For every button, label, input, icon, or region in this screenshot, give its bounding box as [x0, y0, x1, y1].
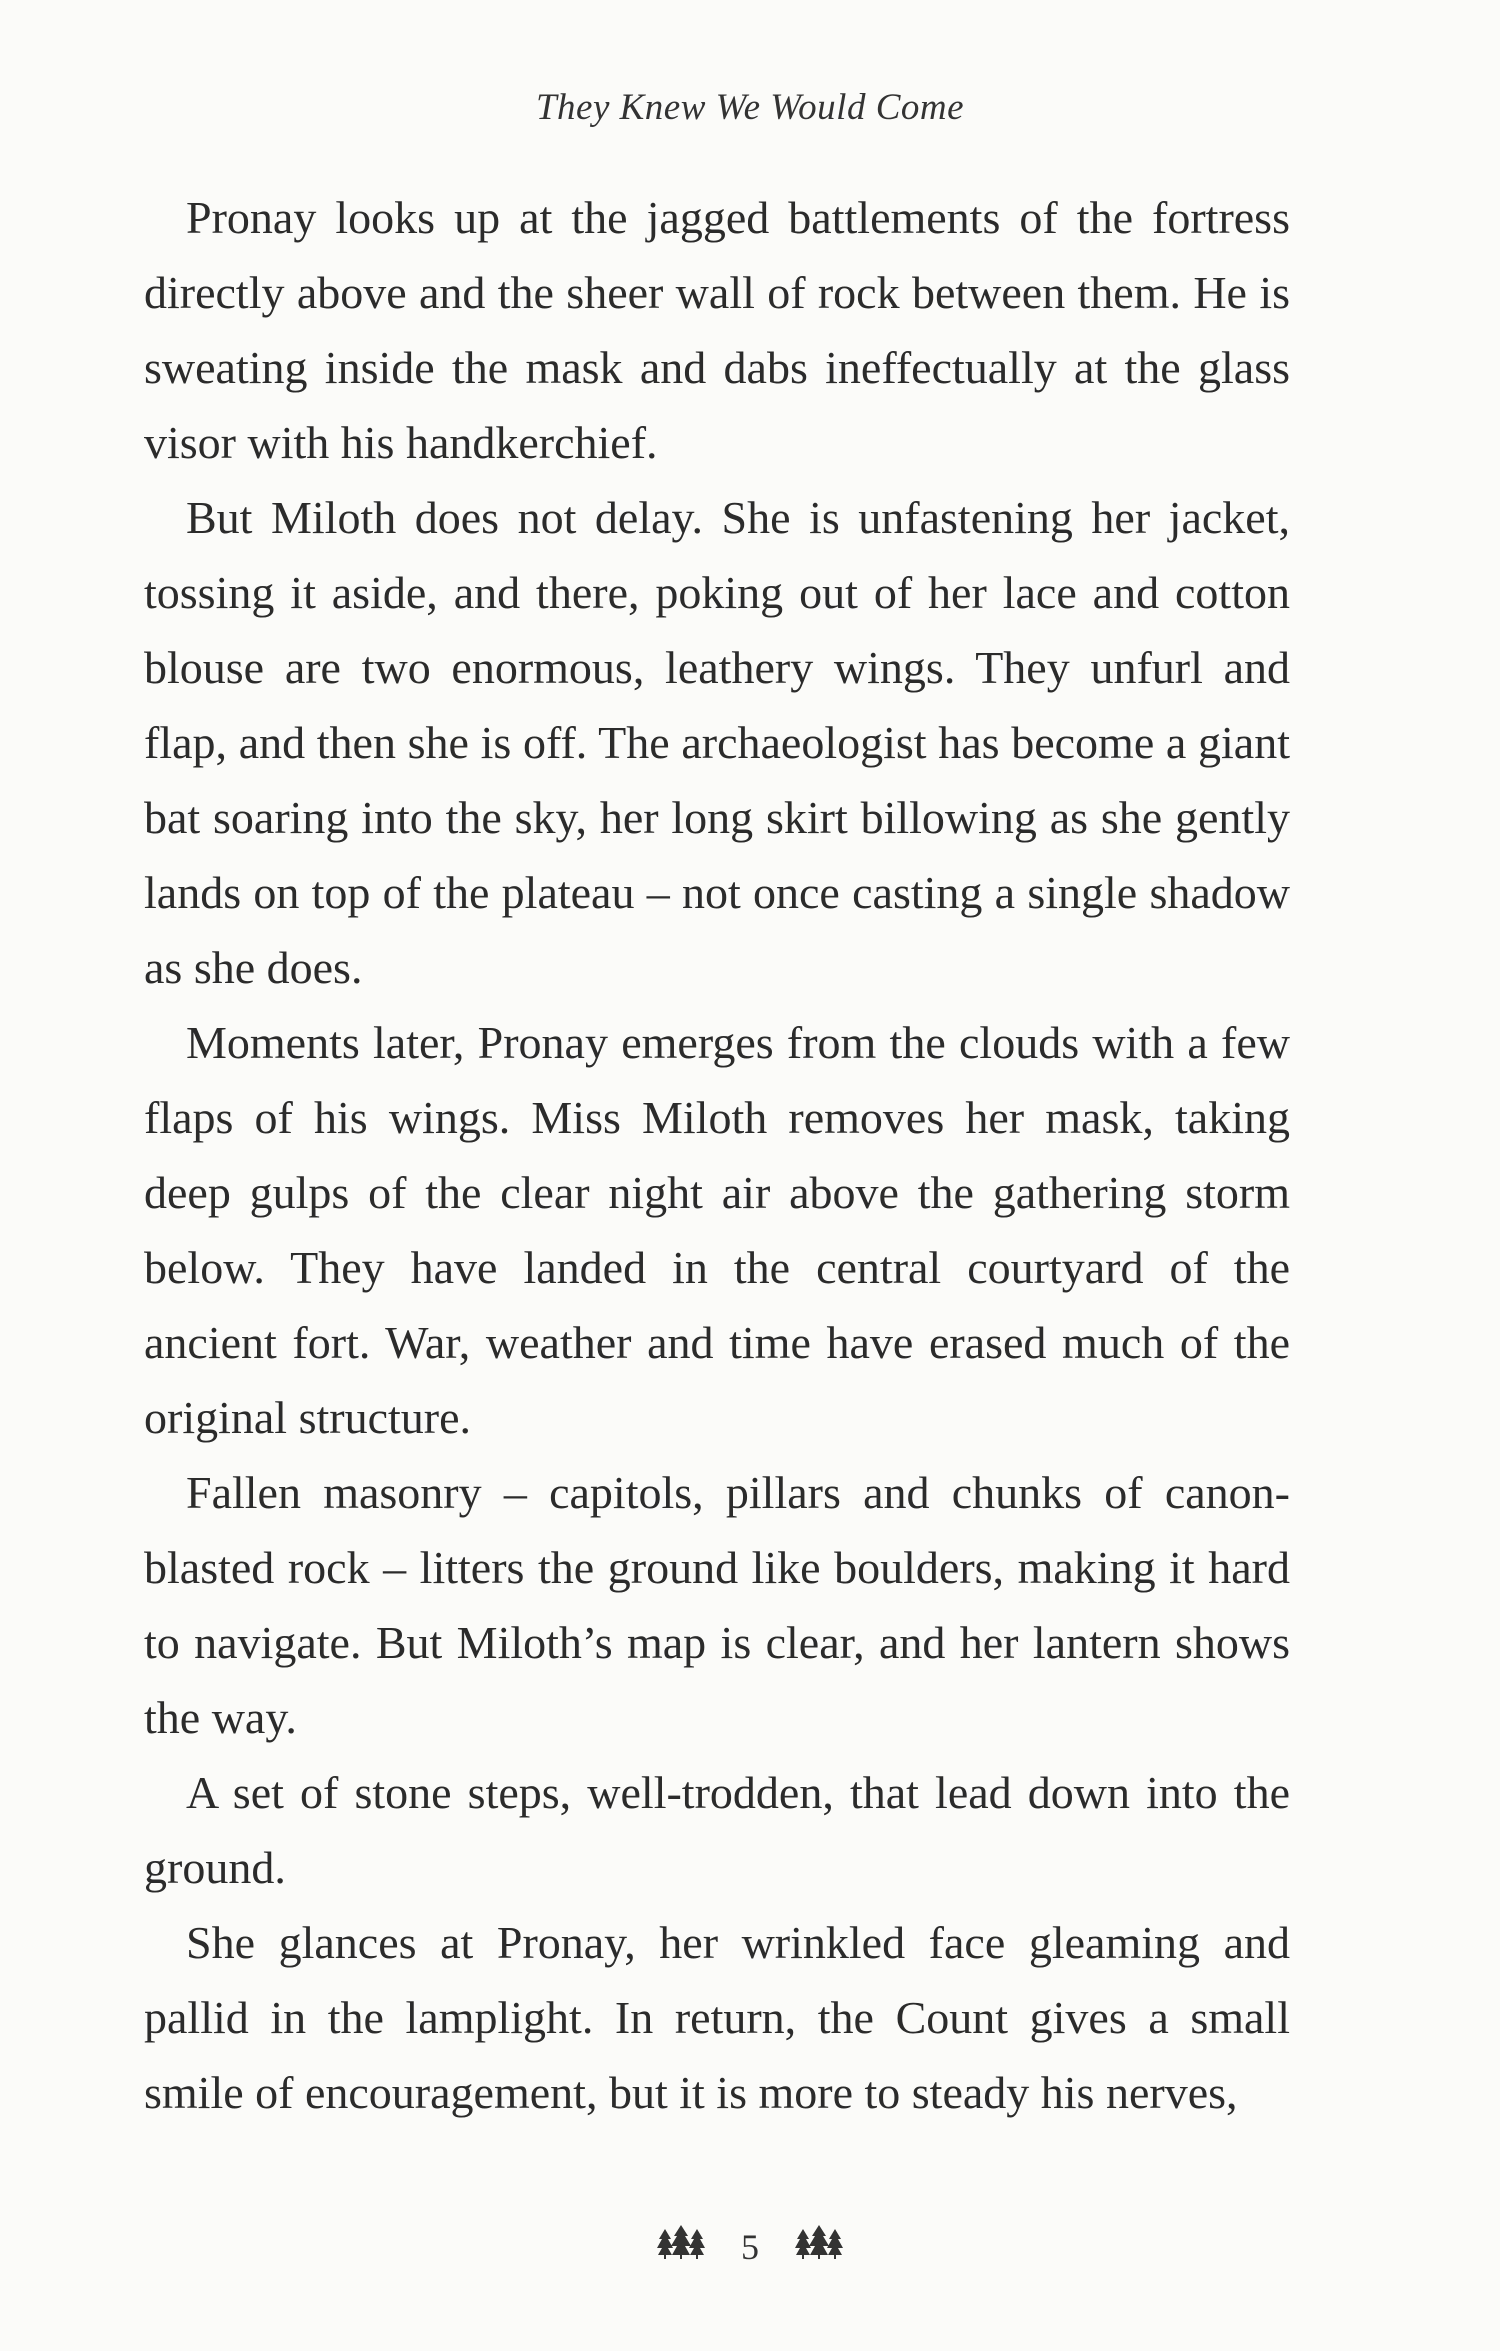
running-head: They Knew We Would Come — [535, 87, 965, 128]
paragraph: A set of stone steps, well-trodden, that lead down into the ground. — [144, 1767, 1290, 1893]
paragraph: Fallen masonry – capitols, pillars and chunks of canon-blasted rock – litters the ground like boulders, making it hard to navigate. But Miloth’s map is clear, and her lantern shows the way. — [144, 1467, 1290, 1743]
page-number: 5 — [741, 2226, 759, 2267]
page-footer — [0, 2222, 1500, 2268]
paragraph: She glances at Pronay, her wrinkled face gleaming and pallid in the lamplight. In return, the Count gives a small smile of encouragement, but it is more to steady his nerves, — [144, 1917, 1290, 2118]
paragraph: Moments later, Pronay emerges from the clouds with a few flaps of his wings. Miss Miloth removes her mask, taking deep gulps of the clear night air above the gathering storm below. They have landed in the central courtyard of the ancient fort. War, weather and time have erased much of the original structure. — [144, 1017, 1290, 1443]
tree-cluster-icon — [794, 2225, 844, 2268]
paragraph: Pronay looks up at the jagged battlements of the fortress directly above and the sheer wall of rock between them. He is sweating inside the mask and dabs ineffectually at the glass visor with his handkerchief. — [144, 192, 1290, 468]
paragraph: But Miloth does not delay. She is unfastening her jacket, tossing it aside, and there, poking out of her lace and cotton blouse are two enormous, leathery wings. They unfurl and flap, and then she is off. The archaeologist has become a giant bat soaring into the sky, her long skirt billowing as she gently lands on top of the plateau – not once casting a single shadow as she does. — [144, 492, 1290, 993]
tree-cluster-icon — [656, 2225, 706, 2268]
body-text — [144, 180, 1290, 2130]
